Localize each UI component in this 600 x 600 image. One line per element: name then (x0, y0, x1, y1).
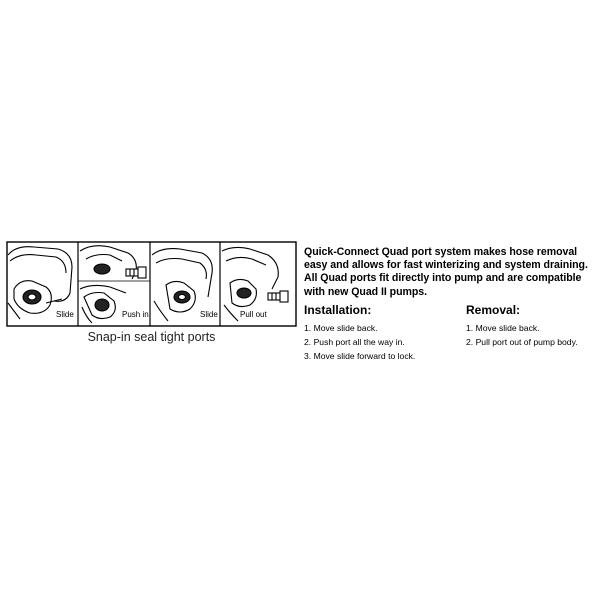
removal-step (466, 322, 596, 335)
step-number: 2. (304, 336, 312, 347)
installation-step (304, 336, 454, 349)
installation-steps (304, 322, 454, 363)
panel-label-pull-out: Pull out (240, 310, 267, 319)
removal-heading: Removal: (466, 303, 521, 317)
step-number: 2. (466, 336, 474, 347)
removal-section (466, 303, 596, 350)
step-text: Pull port out of pump body. (475, 336, 578, 347)
intro-paragraph: Quick-Connect Quad port system makes hose removal easy and allows for fast winterizing and system draining. All Quad ports fit directly into pump and are compatible with new Quad II pumps. (304, 246, 588, 298)
step-number: 3. (304, 350, 312, 361)
figure-caption: Snap-in seal tight ports (87, 330, 216, 344)
port-illustration-strip (6, 241, 297, 327)
removal-step (466, 336, 596, 349)
removal-steps (466, 322, 596, 349)
installation-section (304, 303, 454, 363)
panel-label-slide-1: Slide (56, 310, 74, 319)
installation-heading: Installation: (304, 303, 372, 317)
step-text: Move slide forward to lock. (313, 350, 416, 361)
installation-step (304, 350, 454, 363)
panel-label-push-in: Push in (122, 310, 149, 319)
step-number: 1. (304, 323, 312, 333)
installation-step (304, 322, 454, 335)
step-text: Move slide back. (475, 323, 540, 333)
step-text: Move slide back. (313, 323, 378, 333)
port-illustration (6, 241, 297, 327)
step-text: Push port all the way in. (313, 336, 405, 347)
panel-label-slide-2: Slide (200, 310, 218, 319)
step-number: 1. (466, 323, 474, 333)
